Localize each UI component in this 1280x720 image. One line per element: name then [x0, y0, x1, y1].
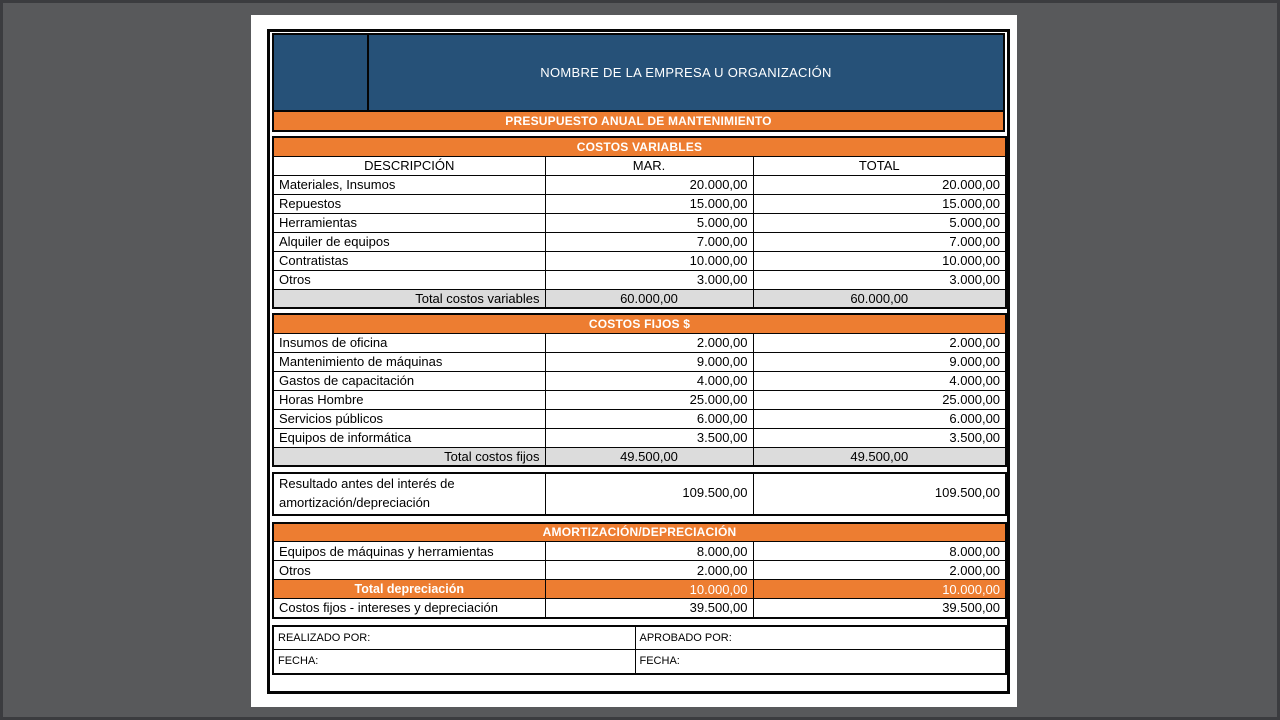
signature-row	[273, 626, 1006, 650]
logo-cell	[274, 35, 369, 110]
row-total-value: 3.000,00	[753, 270, 1006, 289]
fecha-right-cell: FECHA:	[635, 650, 1006, 674]
table-row	[273, 561, 1006, 580]
section-banner-row	[273, 314, 1006, 333]
row-mar-value: 4.000,00	[545, 371, 753, 390]
aprobado-por-cell: APROBADO POR:	[635, 626, 1006, 650]
total-depreciation-label: Total depreciación	[273, 580, 545, 599]
row-mar-value: 15.000,00	[545, 194, 753, 213]
column-header-mar: MAR.	[545, 156, 753, 175]
company-name: NOMBRE DE LA EMPRESA U ORGANIZACIÓN	[540, 65, 832, 80]
row-mar-value: 5.000,00	[545, 213, 753, 232]
row-mar-value: 3.500,00	[545, 428, 753, 447]
table-row	[273, 213, 1006, 232]
row-total-value: 2.000,00	[753, 333, 1006, 352]
section-banner-row	[273, 137, 1006, 156]
row-total-value: 15.000,00	[753, 194, 1006, 213]
row-total-value: 6.000,00	[753, 409, 1006, 428]
row-label: Equipos de informática	[273, 428, 545, 447]
row-label: Materiales, Insumos	[273, 175, 545, 194]
row-mar-value: 8.000,00	[545, 542, 753, 561]
row-label: Repuestos	[273, 194, 545, 213]
table-row	[273, 175, 1006, 194]
row-mar-value: 7.000,00	[545, 232, 753, 251]
row-total-value: 20.000,00	[753, 175, 1006, 194]
row-total-value: 8.000,00	[753, 542, 1006, 561]
result-row	[273, 473, 1006, 515]
table-row	[273, 194, 1006, 213]
column-header-row	[273, 156, 1006, 175]
result-table	[272, 472, 1007, 516]
document-title: PRESUPUESTO ANUAL DE MANTENIMIENTO	[274, 110, 1003, 130]
table-row	[273, 333, 1006, 352]
row-total-value: 9.000,00	[753, 352, 1006, 371]
table-row	[273, 251, 1006, 270]
total-fixed-costs-row	[273, 447, 1006, 466]
row-label: Horas Hombre	[273, 390, 545, 409]
row-mar-value: 6.000,00	[545, 409, 753, 428]
table-row	[273, 542, 1006, 561]
table-row	[273, 352, 1006, 371]
column-header-total: TOTAL	[753, 156, 1006, 175]
section-banner-costos-variables: COSTOS VARIABLES	[273, 137, 1006, 156]
table-row	[273, 371, 1006, 390]
row-label: Herramientas	[273, 213, 545, 232]
total-row-label: Total costos variables	[273, 289, 545, 308]
row-mar-value: 2.000,00	[545, 333, 753, 352]
row-mar-value: 20.000,00	[545, 175, 753, 194]
fixed-costs-table	[272, 313, 1007, 467]
header-block	[272, 33, 1005, 132]
column-header-descripcion: DESCRIPCIÓN	[273, 156, 545, 175]
total-depreciation-row	[273, 580, 1006, 599]
total-row-total-value: 60.000,00	[753, 289, 1006, 308]
table-row	[273, 428, 1006, 447]
table-row	[273, 390, 1006, 409]
row-mar-value: 9.000,00	[545, 352, 753, 371]
amortization-table	[272, 522, 1007, 619]
row-mar-value: 2.000,00	[545, 561, 753, 580]
realizado-por-cell: REALIZADO POR:	[273, 626, 635, 650]
total-row-mar-value: 60.000,00	[545, 289, 753, 308]
row-total-value: 3.500,00	[753, 428, 1006, 447]
signature-row	[273, 650, 1006, 674]
total-row-label: Total costos fijos	[273, 447, 545, 466]
signature-table	[272, 625, 1007, 675]
result-row-mar-value: 109.500,00	[545, 473, 753, 515]
total-row-mar-value: 49.500,00	[545, 447, 753, 466]
budget-sheet	[267, 29, 1010, 694]
row-total-value: 2.000,00	[753, 561, 1006, 580]
row-mar-value: 10.000,00	[545, 251, 753, 270]
table-row	[273, 409, 1006, 428]
variable-costs-table	[272, 136, 1007, 309]
fecha-left-cell: FECHA:	[273, 650, 635, 674]
row-mar-value: 39.500,00	[545, 599, 753, 618]
table-row	[273, 270, 1006, 289]
row-label: Mantenimiento de máquinas	[273, 352, 545, 371]
row-label: Otros	[273, 561, 545, 580]
fixed-costs-interest-row	[273, 599, 1006, 618]
section-banner-row	[273, 523, 1006, 542]
row-mar-value: 3.000,00	[545, 270, 753, 289]
row-total-value: 25.000,00	[753, 390, 1006, 409]
row-label: Otros	[273, 270, 545, 289]
row-label: Contratistas	[273, 251, 545, 270]
row-total-value: 7.000,00	[753, 232, 1006, 251]
row-label: Insumos de oficina	[273, 333, 545, 352]
row-label: Alquiler de equipos	[273, 232, 545, 251]
row-label: Costos fijos - intereses y depreciación	[273, 599, 545, 618]
total-row-total-value: 49.500,00	[753, 447, 1006, 466]
result-row-label: Resultado antes del interés de amortización/depreciación	[273, 473, 545, 515]
row-label: Gastos de capacitación	[273, 371, 545, 390]
row-mar-value: 25.000,00	[545, 390, 753, 409]
row-total-value: 10.000,00	[753, 251, 1006, 270]
document-page	[251, 15, 1017, 707]
row-total-value: 4.000,00	[753, 371, 1006, 390]
total-depreciation-mar-value: 10.000,00	[545, 580, 753, 599]
total-depreciation-total-value: 10.000,00	[753, 580, 1006, 599]
table-row	[273, 232, 1006, 251]
row-label: Servicios públicos	[273, 409, 545, 428]
section-banner-amortizacion: AMORTIZACIÓN/DEPRECIACIÓN	[273, 523, 1006, 542]
result-row-total-value: 109.500,00	[753, 473, 1006, 515]
company-header	[274, 35, 1003, 110]
row-label: Equipos de máquinas y herramientas	[273, 542, 545, 561]
row-total-value: 5.000,00	[753, 213, 1006, 232]
row-total-value: 39.500,00	[753, 599, 1006, 618]
total-variable-costs-row	[273, 289, 1006, 308]
section-banner-costos-fijos: COSTOS FIJOS $	[273, 314, 1006, 333]
